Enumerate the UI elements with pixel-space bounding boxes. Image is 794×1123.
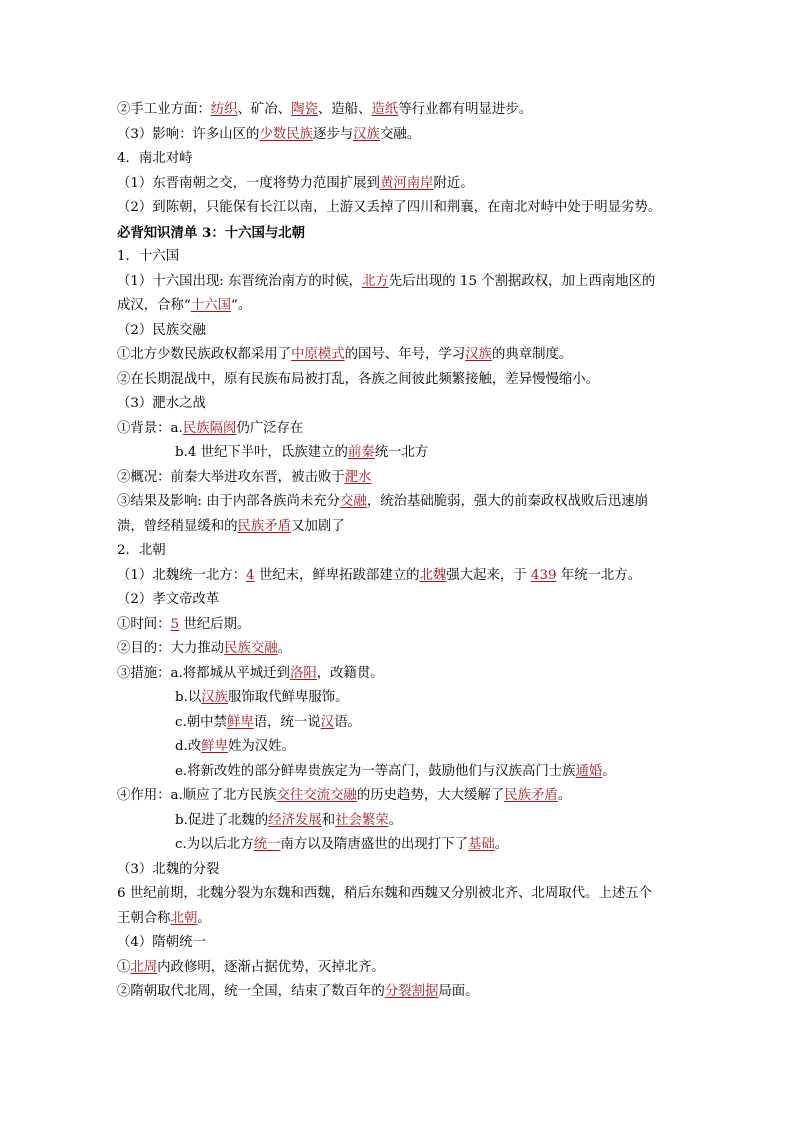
- text-line: [117, 147, 687, 172]
- key-term: 汉族: [353, 126, 380, 142]
- text-run: c.为以后北方: [175, 837, 254, 852]
- text-run: 成汉，合称“: [117, 298, 191, 313]
- text-run: 。: [277, 641, 292, 656]
- text-run: 统一北方: [374, 445, 429, 460]
- text-run: ①: [117, 959, 131, 975]
- text-run: c.朝中禁: [175, 714, 227, 730]
- key-term: 纺织: [210, 102, 238, 117]
- key-term: 洛阳: [289, 665, 317, 681]
- text-run: 姓为汉姓。: [228, 739, 295, 754]
- text-line: [117, 172, 687, 197]
- text-line: [117, 907, 687, 932]
- key-term: 通婚: [575, 763, 603, 779]
- text-line: [117, 858, 687, 883]
- text-run: 强大起来，于: [446, 567, 531, 583]
- text-run: （1）十六国出现: 东晋统治南方的时候，: [117, 273, 362, 289]
- key-term: 鲜卑: [201, 739, 229, 754]
- text-run: ①北方少数民族政权都采用了: [117, 347, 292, 362]
- text-run: （1）北魏统一北方：: [117, 567, 247, 583]
- key-term: 交融: [340, 494, 367, 509]
- text-run: ，改籍贯。: [316, 665, 384, 681]
- text-line: [117, 466, 687, 491]
- text-run: 语，统一说: [253, 714, 321, 730]
- text-line: [117, 392, 687, 417]
- text-run: 、造船、: [317, 102, 372, 117]
- text-run: （4）隋朝统一: [117, 935, 206, 950]
- text-line: [117, 539, 687, 564]
- key-term: 民族隔阂: [182, 420, 237, 436]
- text-line: [117, 809, 687, 834]
- text-run: ①时间：: [117, 616, 171, 632]
- text-line: [117, 760, 687, 785]
- key-term: 汉族: [465, 347, 492, 362]
- text-line: [117, 931, 687, 956]
- text-line: [117, 343, 687, 368]
- text-run: ②在长期混战中，原有民族布局被打乱，各族之间彼此频繁接触，差异慢慢缩小。: [117, 371, 600, 387]
- key-term: 北魏: [419, 567, 447, 583]
- text-run: 局面。: [438, 984, 479, 999]
- text-run: （3）北魏的分裂: [117, 861, 220, 877]
- text-run: 必背知识清单 3：十六国与北朝: [117, 224, 306, 241]
- text-line: [117, 123, 687, 148]
- text-run: 。: [602, 763, 616, 779]
- section-heading: [117, 221, 687, 246]
- text-run: 。: [557, 788, 572, 803]
- key-term: 造纸: [371, 102, 399, 117]
- text-run: （2）民族交融: [117, 322, 206, 338]
- text-line: [117, 270, 687, 295]
- text-line: [117, 441, 687, 466]
- text-line: [117, 319, 687, 344]
- text-run: 交融。: [379, 126, 421, 142]
- text-run: e.将新改姓的部分鲜卑贵族定为一等高门，鼓励他们与汉族高门士族: [175, 763, 576, 779]
- text-line: [117, 368, 687, 393]
- text-line: [117, 686, 687, 711]
- text-run: 逐步与: [313, 126, 354, 142]
- text-run: 。: [494, 837, 509, 852]
- text-run: 年统一北方。: [556, 567, 642, 583]
- text-run: 溃，曾经稍显缓和的: [117, 518, 238, 534]
- text-run: 内政修明，逐渐占据优势，灭掉北齐。: [157, 959, 385, 975]
- text-run: 王朝合称: [117, 910, 171, 926]
- text-run: ②目的：大力推动: [117, 641, 225, 656]
- text-run: ④作用：a.顺应了北方民族: [117, 788, 277, 803]
- key-term: 民族交融: [224, 641, 278, 656]
- text-run: （2）孝文帝改革: [117, 592, 220, 607]
- key-term: 北朝: [170, 910, 198, 926]
- text-run: 等行业都有明显进步。: [398, 102, 533, 117]
- text-run: 的历史趋势，大大缓解了: [356, 788, 505, 803]
- text-run: 6 世纪前期，北魏分裂为东魏和西魏，稍后东魏和西魏又分别被北齐、北周取代。上述五个: [117, 886, 653, 901]
- text-run: ③措施：a.将都城从平城迁到: [117, 665, 290, 681]
- text-line: [117, 196, 687, 221]
- key-term: 北周: [130, 959, 158, 975]
- key-term: 社会繁荣: [335, 812, 389, 828]
- text-run: d.改: [175, 739, 202, 754]
- text-run: 服饰取代鲜卑服饰。: [228, 690, 349, 705]
- key-term: 少数民族: [259, 126, 313, 142]
- key-term: 鲜卑: [226, 714, 254, 730]
- text-run: 附近。: [433, 175, 474, 191]
- text-run: 的典章制度。: [491, 347, 573, 362]
- text-line: [117, 882, 687, 907]
- text-run: （1）东晋南朝之交，一度将势力范围扩展到: [117, 175, 380, 191]
- text-line: [117, 98, 687, 123]
- text-run: 4．南北对峙: [117, 151, 193, 166]
- key-term: 4: [246, 567, 255, 583]
- text-line: [117, 515, 687, 540]
- text-run: （3）影响：许多山区的: [117, 126, 260, 142]
- text-run: 的国号、年号，学习: [344, 347, 466, 362]
- key-term: 汉族: [201, 690, 229, 705]
- text-run: 。: [388, 812, 403, 828]
- text-run: 和: [321, 812, 336, 828]
- key-term: 统一: [253, 837, 281, 852]
- key-term: 基础: [467, 837, 495, 852]
- text-line: [117, 784, 687, 809]
- key-term: 5: [170, 616, 180, 632]
- key-term: 交往交流交融: [276, 788, 357, 803]
- text-run: 语。: [334, 714, 361, 730]
- text-line: [117, 417, 687, 442]
- text-run: 仍广泛存在: [236, 420, 304, 436]
- text-run: 南方以及隋唐盛世的出现打下了: [280, 837, 468, 852]
- text-run: （3）淝水之战: [117, 396, 206, 411]
- text-line: [117, 294, 687, 319]
- text-line: [117, 245, 687, 270]
- text-run: ①背景：a.: [117, 420, 183, 436]
- text-run: b.促进了北魏的: [175, 812, 269, 828]
- text-run: 、矿冶、: [237, 102, 292, 117]
- text-run: ②隋朝取代北周，统一全国，结束了数百年的: [117, 984, 385, 999]
- text-line: [117, 833, 687, 858]
- text-line: [117, 613, 687, 638]
- text-run: 。: [197, 910, 211, 926]
- key-term: 十六国: [190, 298, 231, 313]
- text-line: [117, 637, 687, 662]
- key-term: 汉: [320, 714, 335, 730]
- text-run: 1．十六国: [117, 249, 180, 264]
- text-run: 又加剧了: [291, 518, 345, 534]
- text-line: [117, 735, 687, 760]
- key-term: 淝水: [344, 469, 372, 485]
- text-run: ②手工业方面：: [117, 102, 211, 117]
- text-line: [117, 588, 687, 613]
- text-run: ②概况：前秦大举进攻东晋，被击败于: [117, 469, 345, 485]
- text-line: [117, 662, 687, 687]
- text-run: b.4 世纪下半叶，氐族建立的: [175, 445, 348, 460]
- key-term: 北方: [361, 273, 389, 289]
- key-term: 民族矛盾: [504, 788, 558, 803]
- text-run: 世纪后期。: [179, 616, 251, 632]
- key-term: 分裂割据: [384, 984, 439, 999]
- key-term: 中原模式: [291, 347, 345, 362]
- text-line: [117, 564, 687, 589]
- text-line: [117, 980, 687, 1005]
- text-line: [117, 956, 687, 981]
- text-run: 2．北朝: [117, 543, 166, 558]
- text-run: b.以: [175, 690, 202, 705]
- key-term: 439: [530, 567, 557, 583]
- key-term: 陶瓷: [291, 102, 318, 117]
- key-term: 黄河南岸: [379, 175, 434, 191]
- text-run: ”。: [230, 298, 252, 313]
- key-term: 前秦: [347, 445, 375, 460]
- text-run: ③结果及影响: 由于内部各族尚未充分: [117, 494, 341, 509]
- text-run: （2）到陈朝，只能保有长江以南，上游又丢掉了四川和荆襄，在南北对峙中处于明显劣势。: [117, 200, 662, 215]
- text-run: 先后出现的 15 个割据政权，加上西南地区的: [388, 273, 656, 289]
- text-run: 世纪末，鲜卑拓跋部建立的: [254, 567, 420, 583]
- document-page: [117, 98, 687, 1005]
- text-run: ，统治基础脆弱，强大的前秦政权战败后迅速崩: [366, 494, 649, 509]
- text-line: [117, 711, 687, 736]
- key-term: 经济发展: [268, 812, 322, 828]
- text-line: [117, 490, 687, 515]
- key-term: 民族矛盾: [237, 518, 292, 534]
